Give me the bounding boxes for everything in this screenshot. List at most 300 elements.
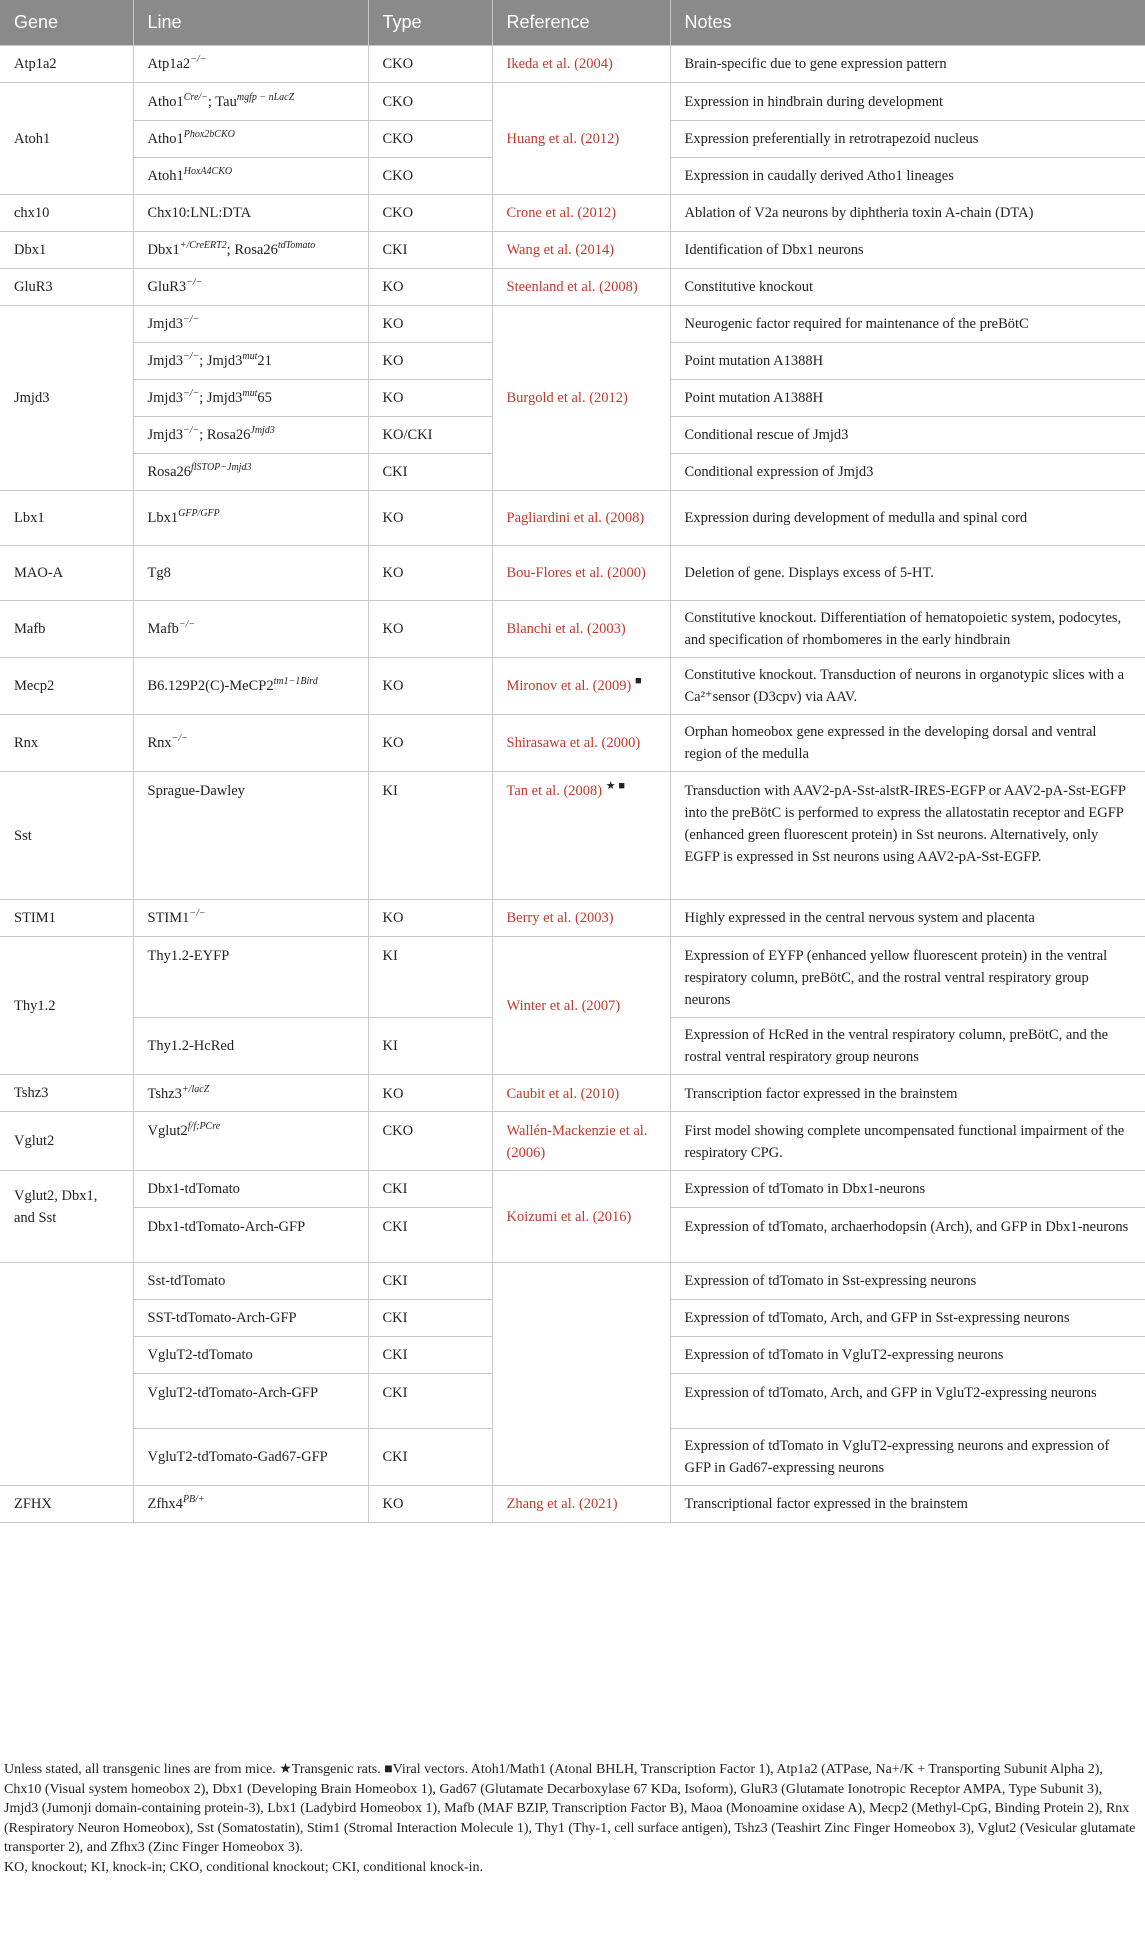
gene-cell (0, 546, 133, 601)
type-cell (368, 121, 492, 158)
notes-text: Identification of Dbx1 neurons (684, 242, 864, 258)
table-row (0, 491, 1145, 546)
notes-text: First model showing complete uncompensated functional impairment of the respiratory CPG. (684, 1123, 1125, 1161)
notes-text: Constitutive knockout. Differentiation of hematopoietic system, podocytes, and specification of rhombomeres in the early hindbrain (684, 610, 1122, 648)
line-name: Chx10:LNL:DTA (147, 205, 252, 221)
notes-text: Expression of tdTomato in VgluT2-expressing neurons and expression of GFP in Gad67-expressing neurons (684, 1438, 1110, 1476)
table-row (0, 1486, 1145, 1523)
line-name: SST-tdTomato-Arch-GFP (147, 1310, 297, 1326)
type-cell (368, 1337, 492, 1374)
line-cell (133, 1112, 368, 1171)
type-value: KI (382, 948, 398, 964)
line-name-suffix: ; Rosa26 (226, 242, 278, 258)
line-name: VgluT2-tdTomato-Arch-GFP (147, 1385, 319, 1401)
table-body (0, 46, 1145, 1523)
line-superscript: tm1−1Bird (273, 676, 318, 688)
line-cell (133, 1429, 368, 1486)
line-superscript: −/− (182, 425, 200, 437)
table-row (0, 937, 1145, 1018)
line-superscript: f/f;PCre (187, 1121, 221, 1133)
notes-text: Point mutation A1388H (684, 390, 824, 406)
notes-cell (670, 1171, 1145, 1208)
type-value: KI (382, 1038, 398, 1054)
type-cell (368, 1171, 492, 1208)
line-cell (133, 269, 368, 306)
type-value: CKI (382, 1347, 408, 1363)
line-cell (133, 715, 368, 772)
table-row (0, 46, 1145, 83)
table-row (0, 658, 1145, 715)
gene-cell (0, 491, 133, 546)
gene-cell (0, 772, 133, 900)
reference-link: Berry et al. (2003) (506, 910, 614, 926)
line-name: Jmjd3 (147, 353, 183, 369)
reference-link: Pagliardini et al. (2008) (506, 510, 645, 526)
line-name: Jmjd3 (147, 316, 183, 332)
reference-link: Steenland et al. (2008) (506, 279, 638, 295)
line-superscript: +/CreERT2 (179, 240, 227, 252)
notes-text: Conditional expression of Jmjd3 (684, 464, 874, 480)
line-name: Rnx (147, 735, 172, 751)
notes-text: Orphan homeobox gene expressed in the developing dorsal and ventral region of the medulla (684, 724, 1097, 762)
line-superscript: −/− (182, 388, 200, 400)
reference-link: Wallén-Mackenzie et al. (2006) (506, 1123, 648, 1161)
notes-text: Deletion of gene. Displays excess of 5-HT. (684, 565, 934, 581)
notes-cell (670, 1486, 1145, 1523)
notes-text: Expression of HcRed in the ventral respiratory column, preBötC, and the rostral ventral respiratory group neurons (684, 1027, 1109, 1065)
table-row (0, 715, 1145, 772)
line-cell (133, 306, 368, 343)
type-value: CKO (382, 56, 414, 72)
notes-cell (670, 454, 1145, 491)
notes-cell (670, 380, 1145, 417)
notes-cell (670, 491, 1145, 546)
reference-link: Crone et al. (2012) (506, 205, 617, 221)
line-superscript: +/lacZ (181, 1084, 210, 1096)
line-name: Tg8 (147, 565, 171, 581)
type-cell (368, 232, 492, 269)
line-cell (133, 46, 368, 83)
notes-text: Constitutive knockout (684, 279, 813, 295)
notes-text: Expression of tdTomato, Arch, and GFP in Sst-expressing neurons (684, 1310, 1070, 1326)
type-value: KO (382, 1086, 404, 1102)
line-name: Mafb (147, 621, 179, 637)
notes-text: Expression preferentially in retrotrapezoid nucleus (684, 131, 979, 147)
gene-cell (0, 46, 133, 83)
type-value: CKI (382, 1385, 408, 1401)
line-cell (133, 1486, 368, 1523)
line-superscript: −/− (189, 908, 206, 920)
gene-name: Rnx (14, 735, 39, 751)
line-superscript: tdTomato (277, 240, 316, 252)
type-value: KO (382, 621, 404, 637)
notes-text: Expression of tdTomato in VgluT2-expressing neurons (684, 1347, 1004, 1363)
type-value: CKO (382, 168, 414, 184)
notes-cell (670, 121, 1145, 158)
notes-cell (670, 83, 1145, 121)
notes-text: Expression of tdTomato, archaerhodopsin (Arch), and GFP in Dbx1-neurons (684, 1219, 1129, 1235)
type-value: KO (382, 678, 404, 694)
line-cell (133, 380, 368, 417)
line-cell (133, 1300, 368, 1337)
line-cell (133, 900, 368, 937)
reference-link: Huang et al. (2012) (506, 130, 620, 147)
type-value: CKI (382, 1449, 408, 1465)
line-name: STIM1 (147, 910, 190, 926)
notes-text: Ablation of V2a neurons by diphtheria toxin A-chain (DTA) (684, 205, 1034, 221)
line-name-suffix: ; Rosa26 (199, 427, 251, 443)
reference-cell (492, 46, 670, 83)
line-cell (133, 491, 368, 546)
table-row (0, 1263, 1145, 1300)
reference-link: Winter et al. (2007) (506, 997, 621, 1014)
line-superscript: HoxA4CKO (183, 166, 233, 178)
type-cell (368, 1208, 492, 1263)
type-value: KO/CKI (382, 427, 433, 443)
reference-link: Zhang et al. (2021) (506, 1496, 618, 1512)
line-superscript: −/− (171, 733, 188, 745)
gene-name: GluR3 (14, 279, 53, 295)
notes-cell (670, 417, 1145, 454)
gene-name: Atp1a2 (14, 56, 57, 72)
gene-cell (0, 900, 133, 937)
reference-link: Wang et al. (2014) (506, 242, 615, 258)
table-row (0, 900, 1145, 937)
header-gene: Gene (0, 0, 133, 46)
line-name: Zfhx4 (147, 1496, 183, 1512)
gene-name: ZFHX (14, 1496, 52, 1512)
gene-name: Mafb (14, 621, 46, 637)
reference-cell (492, 1486, 670, 1523)
type-cell (368, 46, 492, 83)
reference-cell (492, 1263, 670, 1486)
type-cell (368, 454, 492, 491)
reference-cell (492, 1075, 670, 1112)
type-value: KO (382, 735, 404, 751)
line-name: Dbx1 (147, 242, 180, 258)
type-value: CKI (382, 1181, 408, 1197)
type-cell (368, 269, 492, 306)
line-name: Jmjd3 (147, 390, 183, 406)
line-name: Rosa26 (147, 464, 191, 480)
type-cell (368, 83, 492, 121)
line-cell (133, 1337, 368, 1374)
reference-link: Bou-Flores et al. (2000) (506, 565, 646, 581)
type-value: KI (382, 783, 398, 799)
table-footnote (4, 1760, 1139, 1877)
reference-link: Blanchi et al. (2003) (506, 621, 626, 637)
notes-text: Brain-specific due to gene expression pattern (684, 56, 947, 72)
reference-cell (492, 491, 670, 546)
header-line: Line (133, 0, 368, 46)
notes-cell (670, 46, 1145, 83)
line-name: Dbx1-tdTomato (147, 1181, 240, 1197)
type-value: KO (382, 390, 404, 406)
type-value: KO (382, 316, 404, 332)
notes-text: Expression during development of medulla and spinal cord (684, 510, 1028, 526)
table-row (0, 306, 1145, 343)
type-cell (368, 417, 492, 454)
line-cell (133, 1208, 368, 1263)
line-cell (133, 1171, 368, 1208)
line-cell (133, 1374, 368, 1429)
line-name-suffix: ; Jmjd3 (199, 390, 243, 406)
gene-cell (0, 1075, 133, 1112)
header-type: Type (368, 0, 492, 46)
reference-link: Mironov et al. (2009) (506, 678, 632, 694)
line-name-suffix: 21 (257, 353, 272, 369)
line-superscript: mut (242, 388, 258, 400)
line-name: GluR3 (147, 279, 187, 295)
type-value: KO (382, 510, 404, 526)
type-cell (368, 1300, 492, 1337)
gene-name: Atoh1 (14, 130, 51, 147)
reference-link: Koizumi et al. (2016) (506, 1208, 632, 1225)
table-row (0, 232, 1145, 269)
line-cell (133, 937, 368, 1018)
line-superscript: GFP/GFP (178, 508, 220, 520)
notes-cell (670, 658, 1145, 715)
type-cell (368, 772, 492, 900)
gene-cell (0, 1171, 133, 1263)
gene-cell (0, 937, 133, 1075)
line-name: Thy1.2-EYFP (147, 948, 230, 964)
reference-cell (492, 1171, 670, 1263)
gene-cell (0, 1486, 133, 1523)
gene-cell (0, 232, 133, 269)
gene-cell (0, 1263, 133, 1486)
reference-cell (492, 772, 670, 900)
notes-cell (670, 1337, 1145, 1374)
line-cell (133, 121, 368, 158)
gene-name: Lbx1 (14, 510, 45, 526)
type-cell (368, 195, 492, 232)
line-cell (133, 546, 368, 601)
line-cell (133, 343, 368, 380)
line-superscript: Jmjd3 (250, 425, 275, 437)
line-cell (133, 454, 368, 491)
type-value: KO (382, 910, 404, 926)
table-header-row (0, 0, 1145, 46)
notes-cell (670, 1112, 1145, 1171)
notes-cell (670, 158, 1145, 195)
line-superscript: Phox2bCKO (183, 129, 235, 141)
reference-marker: ★ ■ (605, 780, 626, 793)
line-cell (133, 1075, 368, 1112)
gene-name: MAO-A (14, 565, 64, 581)
type-cell (368, 715, 492, 772)
notes-cell (670, 937, 1145, 1018)
line-name: Atho1 (147, 131, 184, 147)
table-row (0, 1171, 1145, 1208)
notes-cell (670, 1018, 1145, 1075)
type-value: CKI (382, 1219, 408, 1235)
line-name: Sst-tdTomato (147, 1273, 226, 1289)
type-cell (368, 380, 492, 417)
reference-link: Caubit et al. (2010) (506, 1086, 620, 1102)
notes-text: Expression in caudally derived Atho1 lineages (684, 168, 954, 184)
type-cell (368, 306, 492, 343)
reference-cell (492, 546, 670, 601)
type-cell (368, 1429, 492, 1486)
line-name: Atoh1 (147, 168, 184, 184)
notes-text: Expression of EYFP (enhanced yellow fluorescent protein) in the ventral respiratory column, preBötC, and the rostral ventral respiratory group neurons (684, 948, 1108, 1008)
reference-cell (492, 601, 670, 658)
reference-link: Ikeda et al. (2004) (506, 56, 613, 72)
type-value: KO (382, 1496, 404, 1512)
table-row (0, 1075, 1145, 1112)
gene-name: Thy1.2 (14, 997, 56, 1014)
line-superscript: flSTOP−Jmjd3 (191, 462, 252, 474)
gene-cell (0, 1112, 133, 1171)
notes-text: Expression of tdTomato in Dbx1-neurons (684, 1181, 926, 1197)
notes-cell (670, 900, 1145, 937)
notes-cell (670, 1075, 1145, 1112)
line-name: Atho1 (147, 93, 184, 110)
notes-cell (670, 1429, 1145, 1486)
notes-cell (670, 1374, 1145, 1429)
gene-cell (0, 269, 133, 306)
line-superscript: PB/+ (182, 1494, 205, 1506)
reference-cell (492, 937, 670, 1075)
type-cell (368, 491, 492, 546)
gene-name: Jmjd3 (14, 390, 50, 406)
reference-link: Tan et al. (2008) (506, 783, 603, 799)
notes-text: Conditional rescue of Jmjd3 (684, 427, 849, 443)
line-cell (133, 417, 368, 454)
notes-cell (670, 343, 1145, 380)
notes-cell (670, 269, 1145, 306)
notes-cell (670, 1300, 1145, 1337)
line-name-suffix: ; Tau (207, 93, 237, 110)
notes-text: Transcriptional factor expressed in the brainstem (684, 1496, 968, 1512)
gene-cell (0, 715, 133, 772)
reference-cell (492, 269, 670, 306)
table-row (0, 269, 1145, 306)
line-cell (133, 158, 368, 195)
gene-cell (0, 601, 133, 658)
line-name: VgluT2-tdTomato (147, 1347, 253, 1363)
gene-name: Vglut2 (14, 1133, 55, 1149)
line-cell (133, 601, 368, 658)
line-cell (133, 232, 368, 269)
type-value: CKO (382, 131, 414, 147)
type-value: CKO (382, 205, 414, 221)
reference-cell (492, 900, 670, 937)
notes-cell (670, 195, 1145, 232)
notes-text: Transduction with AAV2-pA-Sst-alstR-IRES-EGFP or AAV2-pA-Sst-EGFP into the preBötC is performed to express the allatostatin receptor and EGFP (enhanced green fluorescent protein) in Sst neurons. Alternatively, only EGFP is expressed in Sst neurons using AAV2-pA-Sst-EGFP. (684, 783, 1126, 865)
reference-cell (492, 658, 670, 715)
gene-name: STIM1 (14, 910, 56, 926)
line-cell (133, 83, 368, 121)
notes-cell (670, 601, 1145, 658)
table-row (0, 195, 1145, 232)
notes-cell (670, 546, 1145, 601)
table-row (0, 83, 1145, 121)
type-cell (368, 1374, 492, 1429)
line-name: Dbx1-tdTomato-Arch-GFP (147, 1219, 306, 1235)
table-row (0, 1112, 1145, 1171)
notes-cell (670, 306, 1145, 343)
line-name: Tshz3 (147, 1086, 182, 1102)
gene-name: Dbx1 (14, 242, 47, 258)
type-cell (368, 1263, 492, 1300)
gene-name: Sst (14, 827, 32, 844)
type-value: KO (382, 353, 404, 369)
type-value: CKI (382, 1310, 408, 1326)
type-value: CKI (382, 464, 408, 480)
notes-text: Expression of tdTomato, Arch, and GFP in VgluT2-expressing neurons (684, 1385, 1097, 1401)
type-cell (368, 1075, 492, 1112)
line-name: Jmjd3 (147, 427, 183, 443)
reference-cell (492, 715, 670, 772)
gene-name: Vglut2, Dbx1, and Sst (14, 1188, 98, 1226)
line-superscript: mut (242, 351, 258, 363)
reference-cell (492, 195, 670, 232)
type-value: CKI (382, 1273, 408, 1289)
reference-cell (492, 83, 670, 195)
type-cell (368, 158, 492, 195)
line-superscript: −/− (186, 277, 203, 289)
line-name-suffix: ; Jmjd3 (199, 353, 243, 369)
header-notes: Notes (670, 0, 1145, 46)
line-cell (133, 1018, 368, 1075)
gene-cell (0, 658, 133, 715)
type-cell (368, 658, 492, 715)
line-name-suffix: 65 (257, 390, 272, 406)
reference-link: Shirasawa et al. (2000) (506, 735, 641, 751)
type-value: KO (382, 279, 404, 295)
type-cell (368, 343, 492, 380)
gene-cell (0, 195, 133, 232)
notes-cell (670, 1263, 1145, 1300)
type-value: CKO (382, 93, 414, 110)
line-superscript: −/− (178, 619, 196, 631)
table-row (0, 772, 1145, 900)
line-cell (133, 772, 368, 900)
type-value: KO (382, 565, 404, 581)
reference-cell (492, 306, 670, 491)
line-name: B6.129P2(C)-MeCP2 (147, 678, 274, 694)
gene-cell (0, 83, 133, 195)
notes-cell (670, 715, 1145, 772)
header-reference: Reference (492, 0, 670, 46)
type-cell (368, 1486, 492, 1523)
gene-name: chx10 (14, 205, 50, 221)
notes-text: Neurogenic factor required for maintenance of the preBötC (684, 316, 1029, 332)
notes-cell (670, 772, 1145, 900)
line-name: Atp1a2 (147, 56, 191, 72)
line-name: VgluT2-tdTomato-Gad67-GFP (147, 1449, 328, 1465)
footnote-text: Unless stated, all transgenic lines are from mice. ★Transgenic rats. ■Viral vectors. Atoh1/Math1 (Atonal BHLH, Transcription Factor 1), Atp1a2 (ATPase, Na+/K + Transporting Subunit Alpha 2), Chx10 (Visual system homeobox 2), Dbx1 (Developing Brain Homeobox 1), Gad67 (Glutamate Decarboxylase 67 KDa, Isoform), GluR3 (Glutamate Ionotropic Receptor AMPA, Type Subunit 3), Jmjd3 (Jumonji domain-containing protein-3), Lbx1 (Ladybird Homeobox 1), Mafb (MAF BZIP, Transcription Factor B), Maoa (Monoamine oxidase A), Mecp2 (Methyl-CpG, Binding Protein 2), Rnx (Respiratory Neuron Homeobox), Sst (Somatostatin), Stim1 (Stromal Interaction Molecule 1), Thy1 (Thy-1, cell surface antigen), Tshz3 (Teashirt Zinc Finger Homeobox 3), Vglut2 (Vesicular glutamate transporter 2), and Zfhx3 (Zinc Finger Homeobox 3). (4, 1762, 1136, 1855)
gene-name: Tshz3 (14, 1085, 49, 1101)
type-cell (368, 1112, 492, 1171)
notes-text: Expression of tdTomato in Sst-expressing neurons (684, 1273, 977, 1289)
type-cell (368, 900, 492, 937)
reference-marker: ■ (634, 675, 642, 688)
gene-name: Mecp2 (14, 678, 55, 694)
notes-cell (670, 1208, 1145, 1263)
notes-text: Expression in hindbrain during development (684, 93, 944, 110)
reference-cell (492, 232, 670, 269)
notes-text: Constitutive knockout. Transduction of neurons in organotypic slices with a Ca²⁺sensor (D3cpv) via AAV. (684, 667, 1125, 705)
line-superscript: −/− (182, 314, 200, 326)
type-cell (368, 937, 492, 1018)
type-value: CKO (382, 1123, 414, 1139)
line-cell (133, 658, 368, 715)
line-superscript: −/− (190, 54, 207, 66)
gene-cell (0, 306, 133, 491)
